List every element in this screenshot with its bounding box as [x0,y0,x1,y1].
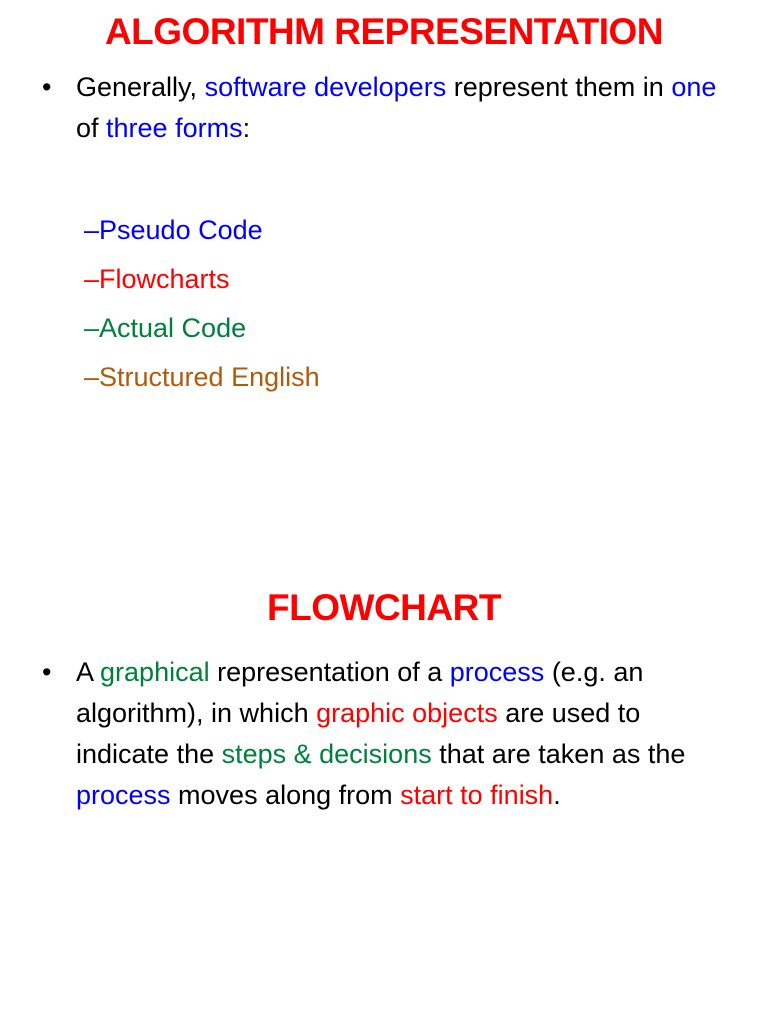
text-segment: steps & decisions [221,739,432,769]
text-segment: process [449,657,545,687]
text-segment: Generally, [76,72,205,102]
list-item-actual-code: –Actual Code [84,313,247,343]
bullet-marker: • [42,72,52,102]
text-segment: A [76,657,101,687]
text-segment: represent them in [446,72,672,102]
text-segment: . [553,780,561,810]
list-item-pseudo-code: –Pseudo Code [84,215,263,245]
text-segment: process [76,780,171,810]
page-title-flowchart: FLOWCHART [267,587,501,628]
bullet-generally [42,67,732,149]
list-item-structured-english: –Structured English [84,362,320,392]
bullet-flowchart-definition [42,652,732,816]
text-segment: are used to indicate the [76,698,641,769]
text-segment: three forms [106,113,243,143]
text-segment: representation of a [209,657,450,687]
text-segment: (e.g. an algorithm), in which [76,657,644,728]
bullet-text [76,652,732,816]
text-segment: graphical [100,657,210,687]
page-title-algorithm-representation: ALGORITHM REPRESENTATION [104,11,664,52]
text-segment: one [671,72,717,102]
list-item-flowcharts: –Flowcharts [84,264,230,294]
text-segment: software developers [204,72,447,102]
text-segment: start to finish [400,780,554,810]
forms-list [84,206,320,402]
bullet-text [76,67,732,149]
text-segment: of [76,113,107,143]
text-segment: moves along from [170,780,401,810]
text-segment: graphic objects [316,698,498,728]
bullet-marker: • [42,657,52,687]
text-segment: that are taken as the [431,739,686,769]
text-segment: : [242,113,251,143]
